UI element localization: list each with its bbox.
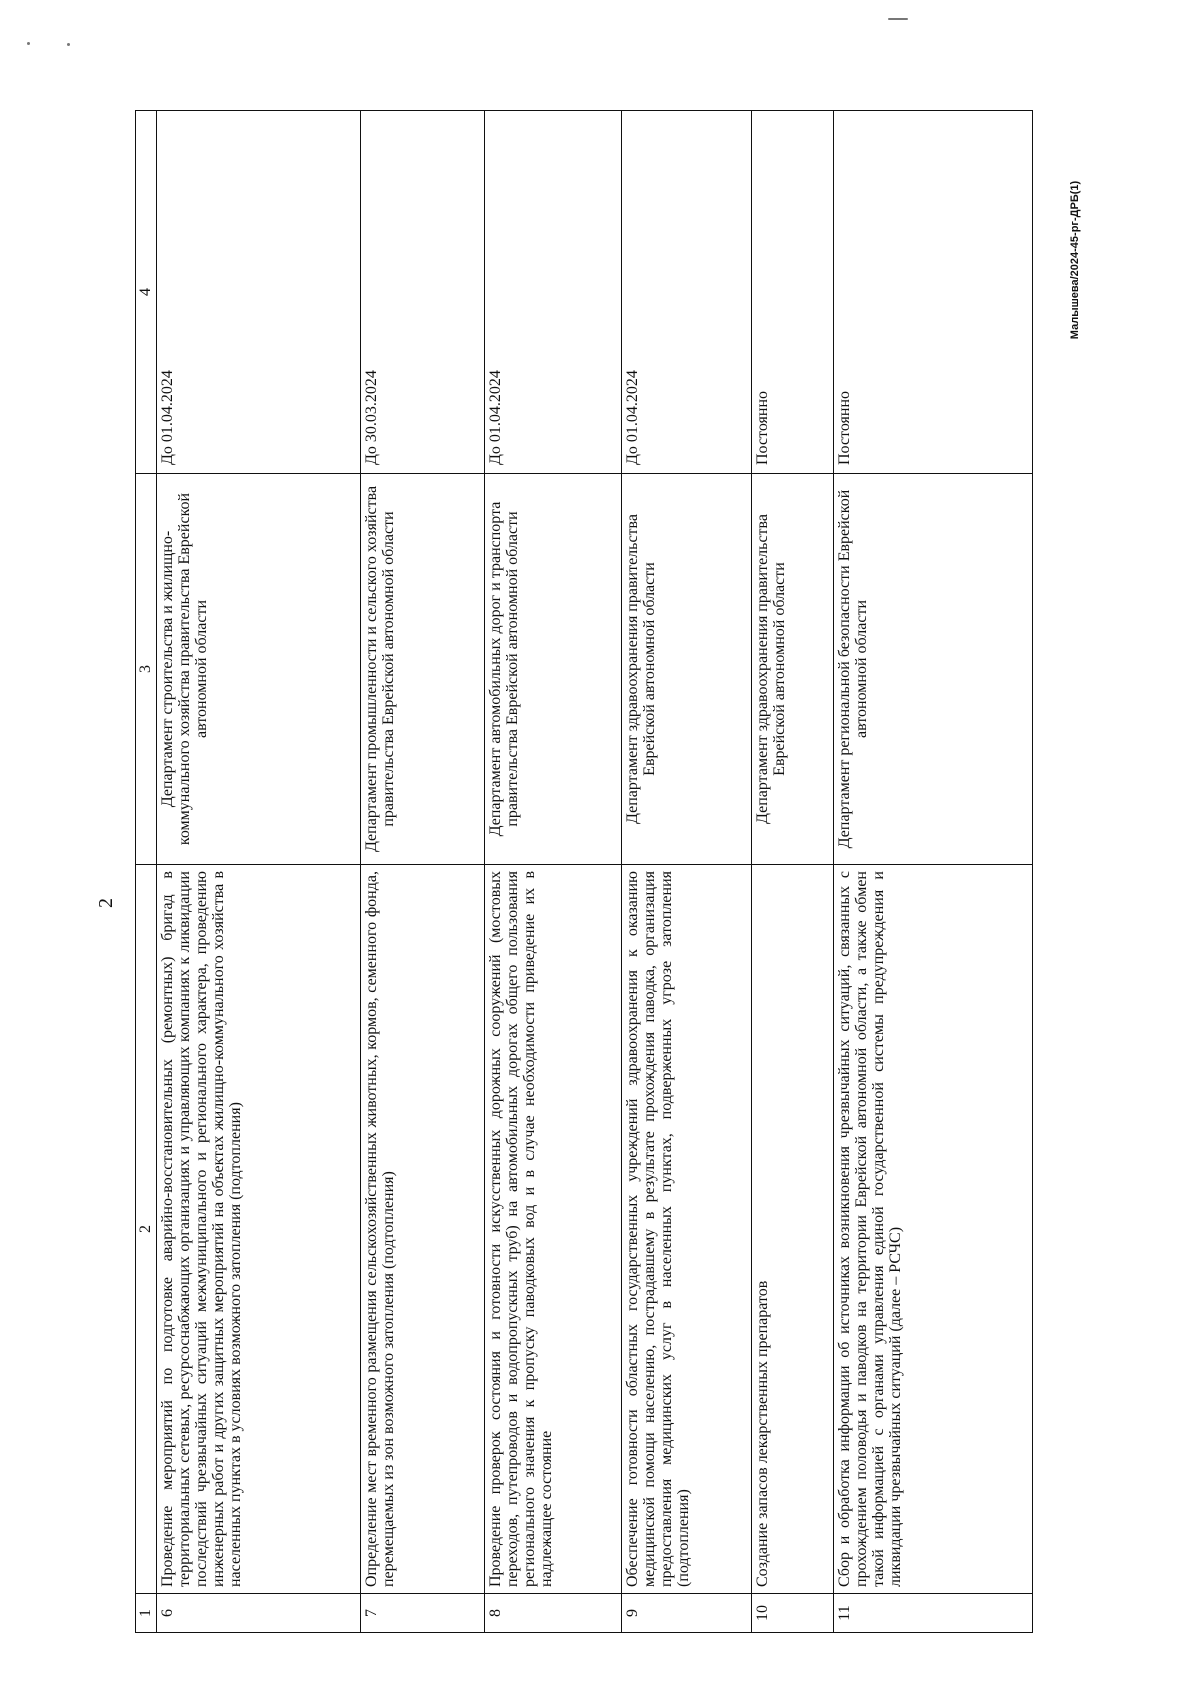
header-col-2: 2 bbox=[136, 865, 157, 1594]
row-number: 6 bbox=[157, 1594, 361, 1633]
deadline-cell: Постоянно bbox=[834, 111, 1033, 474]
header-col-3: 3 bbox=[136, 474, 157, 865]
scan-speck bbox=[888, 18, 908, 20]
rotated-table-container bbox=[135, 111, 1033, 1633]
activity-cell: Определение мест временного размещения сельскохозяйственных животных, кормов, семенного фонда, перемещаемых из зон возможного затопления (подтопления) bbox=[361, 865, 485, 1594]
activity-cell: Проведение мероприятий по подготовке аварийно-восстановительных (ремонтных) бригад в территориальных сетевых, ресурсоснабжающих организациях и управляющих компаниях к ликвидации последствий чрезвычайных ситуаций межмуниципального и регионального характера, проведению инженерных работ и других защитных мероприятий на объектах жилищно-коммунального хозяйства в населенных пунктах в условиях возможного затопления (подтопления) bbox=[157, 865, 361, 1594]
responsible-cell: Департамент промышленности и сельского хозяйства правительства Еврейской автономной области bbox=[361, 474, 485, 865]
table-row bbox=[157, 111, 361, 1633]
table-row bbox=[834, 111, 1033, 1633]
scan-speck bbox=[27, 42, 30, 45]
activity-cell: Проведение проверок состояния и готовности искусственных дорожных сооружений (мостовых переходов, путепроводов и водопропускных труб) на автомобильных дорогах общего пользования регионального значения к пропуску паводковых вод и в случае необходимости приведение их в надлежащее состояние bbox=[485, 865, 622, 1594]
header-col-4: 4 bbox=[136, 111, 157, 474]
deadline-cell: До 01.04.2024 bbox=[157, 111, 361, 474]
table-row bbox=[622, 111, 752, 1633]
row-number: 10 bbox=[752, 1594, 834, 1633]
row-number: 11 bbox=[834, 1594, 1033, 1633]
responsible-cell: Департамент здравоохранения правительства Еврейской автономной области bbox=[622, 474, 752, 865]
deadline-cell: До 30.03.2024 bbox=[361, 111, 485, 474]
responsible-cell: Департамент здравоохранения правительства Еврейской автономной области bbox=[752, 474, 834, 865]
row-number: 8 bbox=[485, 1594, 622, 1633]
row-number: 9 bbox=[622, 1594, 752, 1633]
row-number: 7 bbox=[361, 1594, 485, 1633]
scan-speck bbox=[67, 43, 70, 46]
table-header-row bbox=[136, 111, 157, 1633]
table-row bbox=[485, 111, 622, 1633]
responsible-cell: Департамент строительства и жилищно-коммунального хозяйства правительства Еврейской автономной области bbox=[157, 474, 361, 865]
deadline-cell: Постоянно bbox=[752, 111, 834, 474]
activity-cell: Обеспечение готовности областных государственных учреждений здравоохранения к оказанию медицинской помощи населению, пострадавшему в результате прохождения паводка, организация предоставления медицинских услуг в населенных пунктах, подверженных угрозе затопления (подтопления) bbox=[622, 865, 752, 1594]
table-row bbox=[752, 111, 834, 1633]
activity-cell: Сбор и обработка информации об источниках возникновения чрезвычайных ситуаций, связанных с прохождением половодья и паводков на территории Еврейской автономной области, а также обмен такой информацией с органами управления единой государственной системы предупреждения и ликвидации чрезвычайных ситуаций (далее – РСЧС) bbox=[834, 865, 1033, 1594]
responsible-cell: Департамент автомобильных дорог и транспорта правительства Еврейской автономной области bbox=[485, 474, 622, 865]
measures-table bbox=[135, 110, 1033, 1633]
table-row bbox=[361, 111, 485, 1633]
responsible-cell: Департамент региональной безопасности Еврейской автономной области bbox=[834, 474, 1033, 865]
deadline-cell: До 01.04.2024 bbox=[485, 111, 622, 474]
document-code: Малышева/2024-45-рг-ДРБ(1) bbox=[1069, 180, 1081, 340]
page-number: 2 bbox=[95, 898, 117, 908]
header-col-1: 1 bbox=[136, 1594, 157, 1633]
activity-cell: Создание запасов лекарственных препаратов bbox=[752, 865, 834, 1594]
deadline-cell: До 01.04.2024 bbox=[622, 111, 752, 474]
